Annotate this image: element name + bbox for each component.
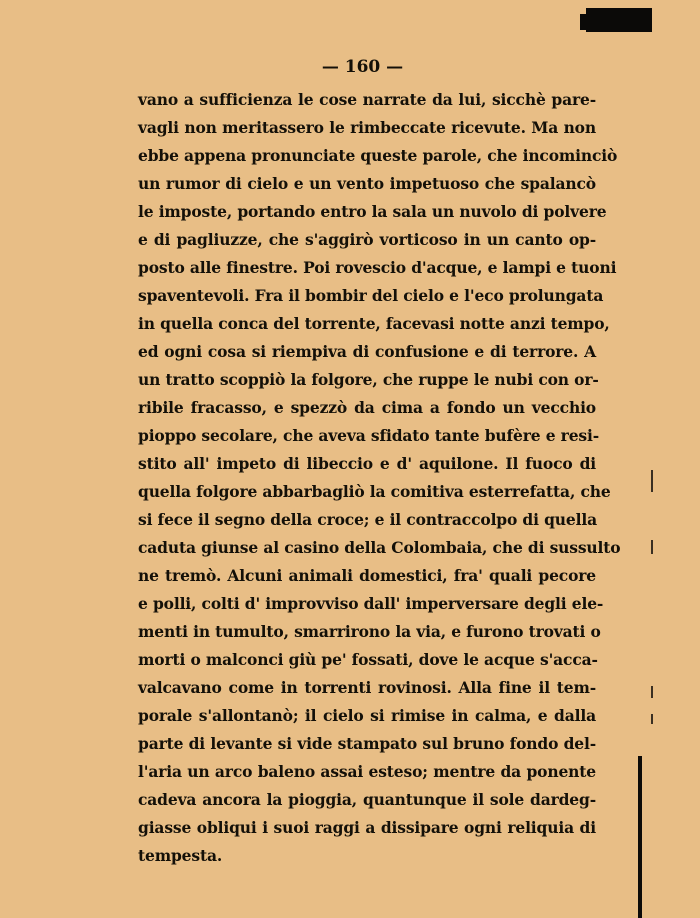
text-line: spaventevoli. Fra il bombir del cielo e l'eco prolungata: [138, 286, 604, 305]
text-line: le imposte, portando entro la sala un nuvolo di polvere: [138, 202, 607, 221]
text-line: vano a sufficienza le cose narrate da lui, sicchè pare-: [138, 90, 596, 109]
text-line: quella folgore abbarbagliò la comitiva esterrefatta, che: [138, 482, 611, 501]
text-line: un rumor di cielo e un vento impetuoso che spalancò: [138, 174, 596, 193]
text-line: menti in tumulto, smarrirono la via, e furono trovati o: [138, 622, 601, 641]
text-line: un tratto scoppiò la folgore, che ruppe le nubi con or-: [138, 370, 599, 389]
text-line: vagli non meritassero le rimbeccate ricevute. Ma non: [138, 118, 596, 137]
text-line: porale s'allontanò; il cielo si rimise in calma, e dalla: [138, 706, 596, 725]
text-line: caduta giunse al casino della Colombaia, che di sussulto: [138, 538, 621, 557]
margin-mark: [651, 470, 653, 492]
text-line: ne tremò. Alcuni animali domestici, fra' quali pecore: [138, 566, 596, 585]
text-line: e di pagliuzze, che s'aggirò vorticoso in un canto op-: [138, 230, 596, 249]
text-line: ed ogni cosa si riempiva di confusione e di terrore. A: [138, 342, 596, 361]
text-body: [138, 86, 621, 870]
text-line: giasse obliqui i suoi raggi a dissipare ogni reliquia di: [138, 818, 596, 837]
text-line: valcavano come in torrenti rovinosi. Alla fine il tem-: [138, 678, 596, 697]
text-line: ebbe appena pronunciate queste parole, che incominciò: [138, 146, 618, 165]
text-line: in quella conca del torrente, facevasi notte anzi tempo,: [138, 314, 610, 333]
page-number: — 160 —: [321, 57, 404, 77]
text-line: si fece il segno della croce; e il contraccolpo di quella: [138, 510, 597, 529]
margin-mark: [651, 540, 653, 554]
text-line: morti o malconci giù pe' fossati, dove le acque s'acca-: [138, 650, 598, 669]
text-line: l'aria un arco baleno assai esteso; mentre da ponente: [138, 762, 596, 781]
text-line: stito all' impeto di libeccio e d' aquilone. Il fuoco di: [138, 454, 596, 473]
text-line: posto alle finestre. Poi rovescio d'acque, e lampi e tuoni: [138, 258, 617, 277]
margin-mark: [651, 686, 653, 698]
text-line: ribile fracasso, e spezzò da cima a fondo un vecchio: [138, 398, 596, 417]
text-line: pioppo secolare, che aveva sfidato tante bufère e resi-: [138, 426, 600, 445]
text-line: parte di levante si vide stampato sul bruno fondo del-: [138, 734, 596, 753]
text-line: e polli, colti d' improvviso dall' imperversare degli ele-: [138, 594, 604, 613]
corner-ink-mark: [586, 8, 652, 32]
margin-rule: [638, 756, 642, 918]
margin-mark: [651, 714, 653, 724]
text-line: tempesta.: [138, 846, 223, 865]
text-line: cadeva ancora la pioggia, quantunque il sole dardeg-: [138, 790, 596, 809]
